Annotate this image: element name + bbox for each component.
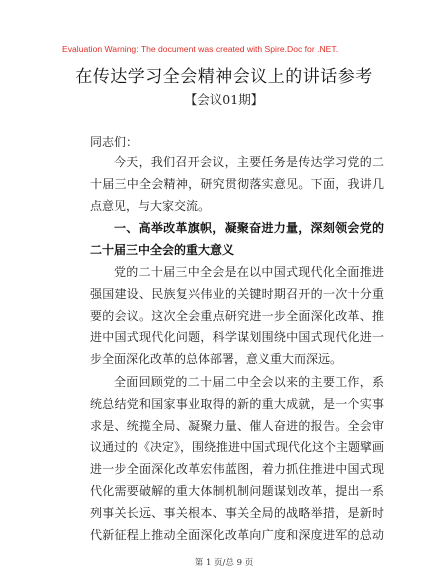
- section-heading-1: 一、高举改革旗帜，凝聚奋进力量，深刻领会党的二十届三中全会的重大意义: [90, 221, 384, 257]
- document-title: 在传达学习全会精神会议上的讲话参考: [75, 67, 373, 87]
- paragraph-review: 全面回顾党的二十届二中全会以来的主要工作，系统总结党和国家事业取得的新的重大成就，是一个实事求是、统揽全局、凝聚力量、催人奋进的报告。全会审议通过的《决定》，围绕推进中国式现代化这个主题擘画进一步全面深化改革宏伟蓝图，着力抓住推进中国式现代化需要破解的重大体制机制问题谋划改革，提出一系列事关长远、事关根本、事关全局的战略举措，是新时代新征程上推动全面深化改革向广度和深度进军的总动: [90, 375, 384, 542]
- salutation: 同志们：: [90, 135, 139, 149]
- evaluation-watermark: Evaluation Warning: The document was created with Spire.Doc for .NET.: [62, 44, 339, 54]
- paragraph-intro: 今天，我们召开会议，主要任务是传达学习党的二十届三中全会精神，研究贯彻落实意见。下面，我讲几点意见，与大家交流。: [90, 155, 384, 213]
- page-footer: 第 1 页/总 9 页: [194, 558, 254, 568]
- document-subtitle: 【会议01期】: [184, 92, 264, 107]
- paragraph-significance: 党的二十届三中全会是在以中国式现代化全面推进强国建设、民族复兴伟业的关键时期召开的一次十分重要的会议。这次全会重点研究进一步全面深化改革、推进中国式现代化问题，科学谋划围绕中国式现代化进一步全面深化改革的总体部署，意义重大而深远。: [90, 265, 384, 367]
